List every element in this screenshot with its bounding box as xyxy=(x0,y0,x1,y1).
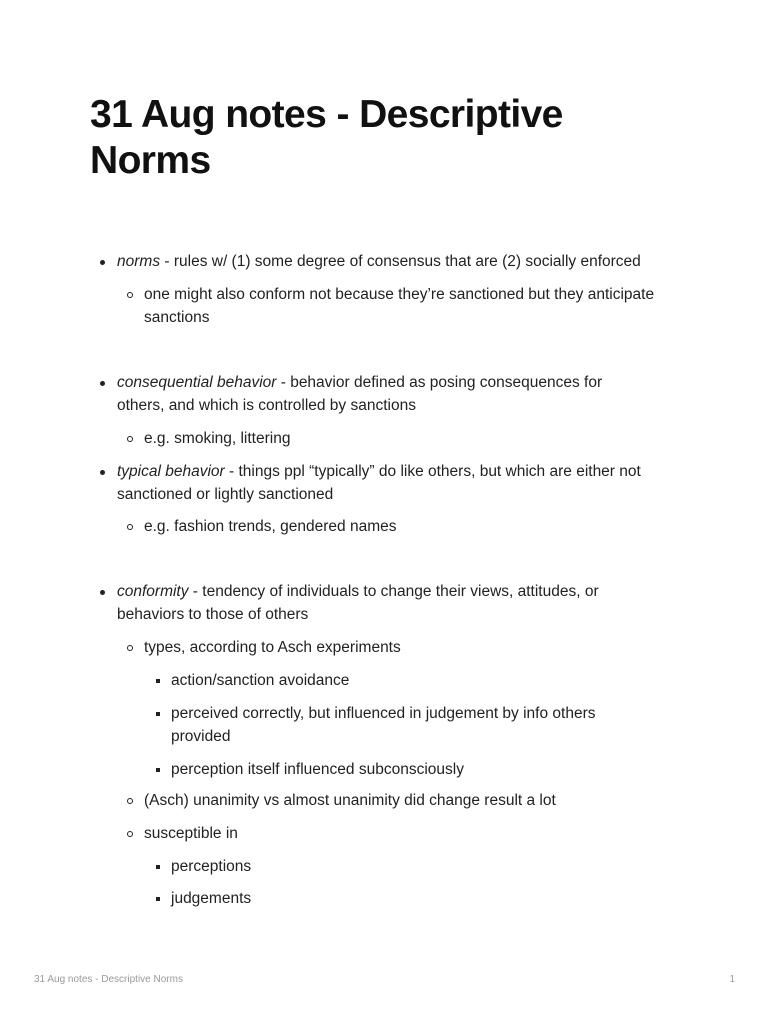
list-item xyxy=(171,887,641,910)
list-item xyxy=(171,669,641,692)
item-text: - things ppl “typically” do like others, but which are either not sanctioned or lightly sanctioned xyxy=(117,463,641,503)
item-text: - rules w/ (1) some degree of consensus that are (2) socially enforced xyxy=(160,253,641,270)
list-item-typical-behavior xyxy=(117,460,687,506)
disc-bullet-icon xyxy=(100,381,105,386)
list-item xyxy=(144,283,684,329)
circle-bullet-icon xyxy=(127,645,133,651)
item-text: e.g. smoking, littering xyxy=(144,430,291,447)
item-text: perception itself influenced subconsciously xyxy=(171,761,464,778)
square-bullet-icon xyxy=(156,679,160,683)
disc-bullet-icon xyxy=(100,260,105,265)
item-text: perceptions xyxy=(171,858,252,875)
list-item xyxy=(144,822,689,845)
footer-page-number: 1 xyxy=(729,974,735,985)
item-text: one might also conform not because they’re sanctioned but they anticipate sanctions xyxy=(144,286,655,326)
list-item xyxy=(144,789,689,812)
term: consequential behavior xyxy=(117,374,277,391)
disc-bullet-icon xyxy=(100,470,105,475)
item-text: - behavior defined as posing consequences for others, and which is controlled by sanctions xyxy=(117,374,603,414)
circle-bullet-icon xyxy=(127,524,133,530)
square-bullet-icon xyxy=(156,865,160,869)
item-text: action/sanction avoidance xyxy=(171,672,350,689)
list-item xyxy=(171,702,631,748)
item-text: susceptible in xyxy=(144,825,238,842)
list-item-conformity xyxy=(117,580,647,626)
list-item-consequential-behavior xyxy=(117,371,647,417)
list-item-norms xyxy=(117,250,687,273)
list-item xyxy=(144,515,689,538)
footer-document-title: 31 Aug notes - Descriptive Norms xyxy=(34,974,183,985)
square-bullet-icon xyxy=(156,712,160,716)
circle-bullet-icon xyxy=(127,831,133,837)
list-item xyxy=(144,427,689,450)
circle-bullet-icon xyxy=(127,436,133,442)
item-text: - tendency of individuals to change their views, attitudes, or behaviors to those of others xyxy=(117,583,599,623)
item-text: perceived correctly, but influenced in judgement by info others provided xyxy=(171,705,596,745)
list-item xyxy=(171,855,641,878)
circle-bullet-icon xyxy=(127,798,133,804)
term: conformity xyxy=(117,583,189,600)
item-text: e.g. fashion trends, gendered names xyxy=(144,518,397,535)
item-text: types, according to Asch experiments xyxy=(144,639,401,656)
circle-bullet-icon xyxy=(127,292,133,298)
square-bullet-icon xyxy=(156,768,160,772)
item-text: (Asch) unanimity vs almost unanimity did change result a lot xyxy=(144,792,556,809)
disc-bullet-icon xyxy=(100,590,105,595)
page-title: 31 Aug notes - Descriptive Norms xyxy=(90,93,563,182)
term: norms xyxy=(117,253,161,270)
square-bullet-icon xyxy=(156,897,160,901)
term: typical behavior xyxy=(117,463,225,480)
list-item xyxy=(144,636,689,659)
list-item xyxy=(171,758,641,781)
item-text: judgements xyxy=(171,890,252,907)
